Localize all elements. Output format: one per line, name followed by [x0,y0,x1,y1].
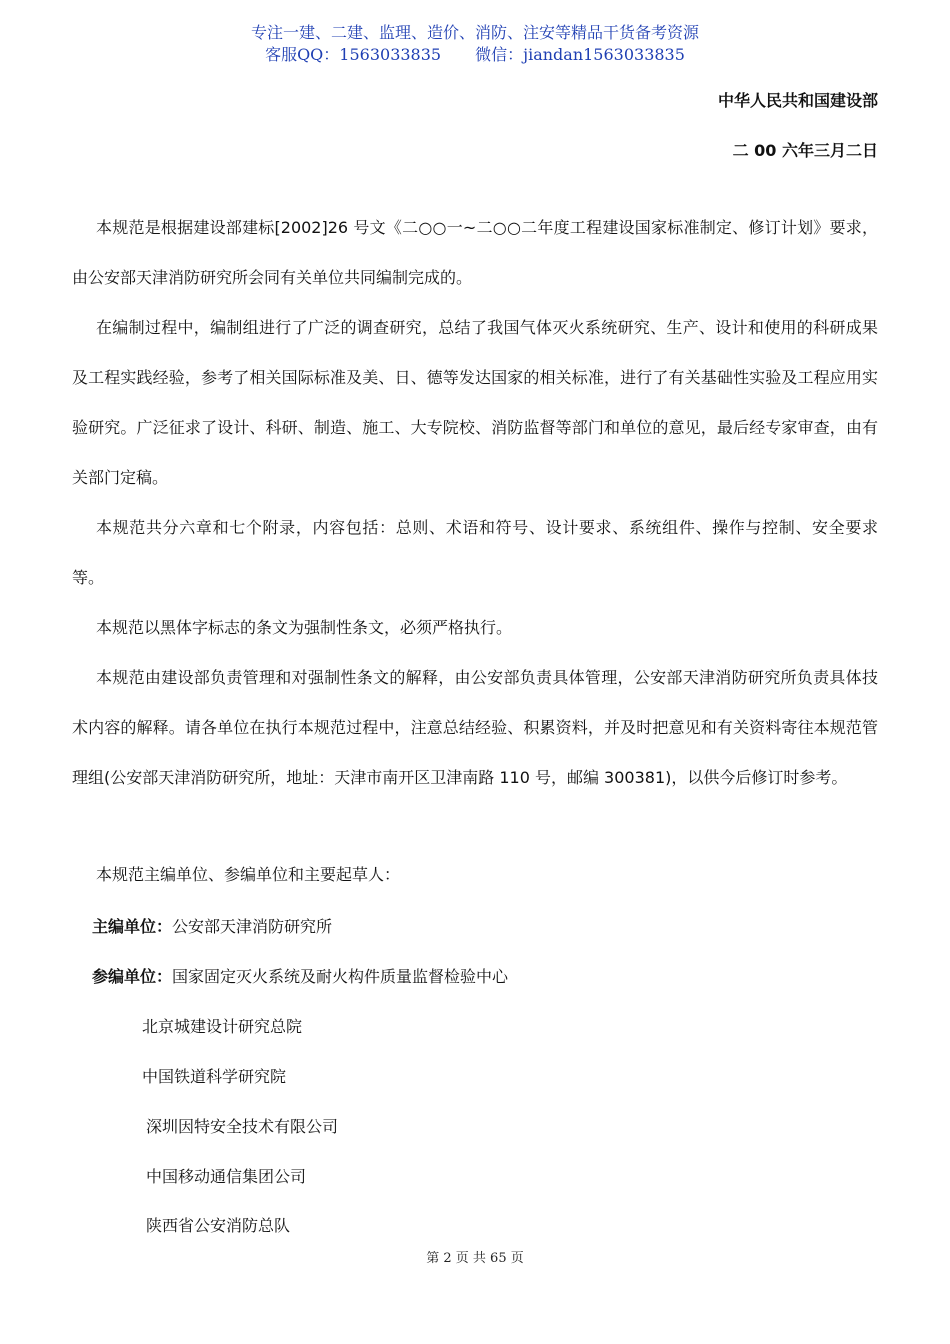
participant-item: 陕西省公安消防总队 [146,1216,291,1235]
contact-line [0,44,950,66]
participant-item: 北京城建设计研究总院 [142,1017,303,1036]
participant-item: 中国移动通信集团公司 [146,1167,307,1186]
chief-editor-label: 主编单位： [92,917,173,936]
promo-line: 专注一建、二建、监理、造价、消防、注安等精品干货备考资源 [250,23,699,42]
chief-editor-value: 公安部天津消防研究所 [172,917,333,936]
issue-date: 二 00 六年三月二日 [732,141,878,160]
paragraph-5: 本规范由建设部负责管理和对强制性条文的解释，由公安部负责具体管理，公安部天津消防研究所负责具体技术内容的解释。请各单位在执行本规范过程中，注意总结经验、积累资料，并及时把意见和有关资料寄往本规范管理组(公安部天津消防研究所，地址：天津市南开区卫津南路 110 号，邮编 300381)，以供今后修订时参考。 [72,668,878,787]
issuer: 中华人民共和国建设部 [717,91,878,110]
paragraph-2: 在编制过程中，编制组进行了广泛的调查研究，总结了我国气体灭火系统研究、生产、设计和使用的科研成果及工程实践经验，参考了相关国际标准及美、日、德等发达国家的相关标准，进行了有关基础性实验及工程应用实验研究。广泛征求了设计、科研、制造、施工、大专院校、消防监督等部门和单位的意见，最后经专家审查，由有关部门定稿。 [72,318,878,487]
wechat-contact: 微信：jiandan1563033835 [475,45,685,64]
paragraph-4: 本规范以黑体字标志的条文为强制性条文，必须严格执行。 [96,618,513,637]
chief-editor-row [92,914,332,937]
paragraph-6: 本规范主编单位、参编单位和主要起草人： [96,865,401,884]
paragraph-3: 本规范共分六章和七个附录，内容包括：总则、术语和符号、设计要求、系统组件、操作与控制、安全要求等。 [72,518,878,587]
participant-row [92,964,508,987]
promo-header [0,22,950,66]
participant-item: 深圳因特安全技术有限公司 [146,1117,339,1136]
participant-item: 中国铁道科学研究院 [142,1067,287,1086]
page-number: 第 2 页 共 65 页 [426,1251,524,1266]
participant-label: 参编单位： [92,967,173,986]
paragraph-1: 本规范是根据建设部建标[2002]26 号文《二○○一~二○○二年度工程建设国家标准制定、修订计划》要求，由公安部天津消防研究所会同有关单位共同编制完成的。 [72,218,878,287]
qq-contact: 客服QQ：1563033835 [265,45,442,64]
participant-item: 国家固定灭火系统及耐火构件质量监督检验中心 [172,967,509,986]
